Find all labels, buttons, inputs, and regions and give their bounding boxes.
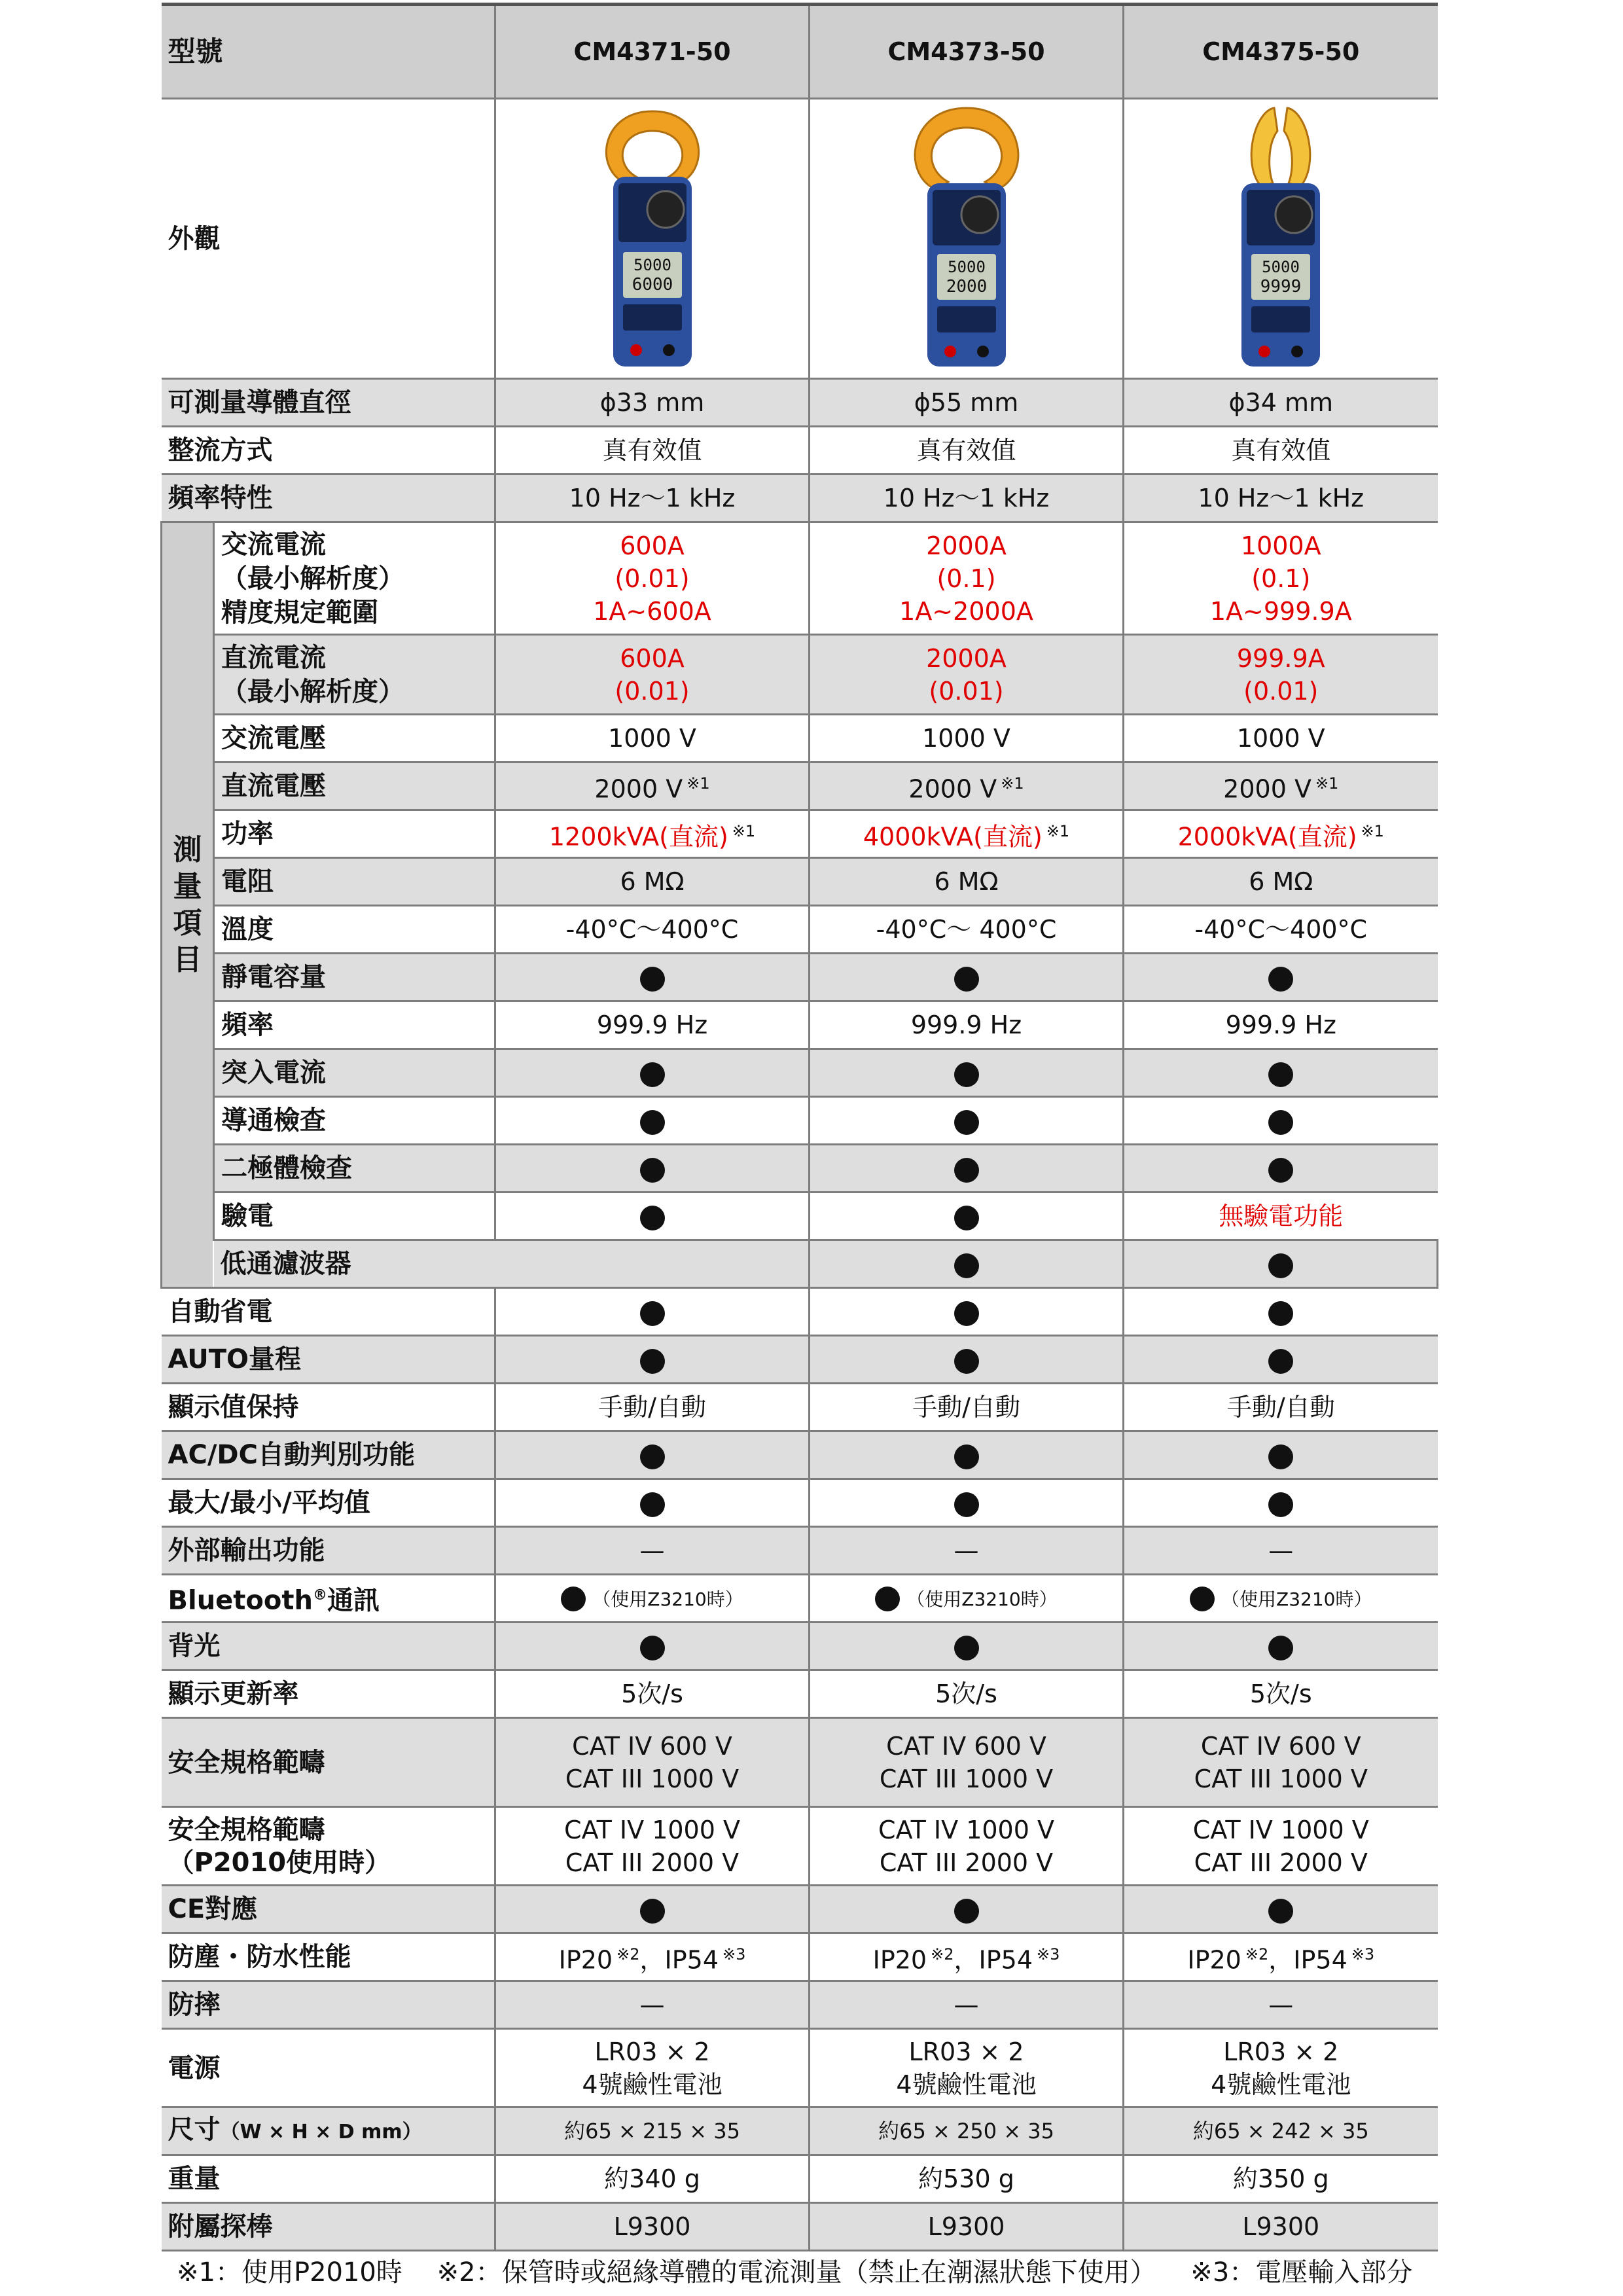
cell-value: — xyxy=(1124,1981,1438,2029)
row-label: 頻率特性 xyxy=(162,475,495,522)
row-label: 電源 xyxy=(162,2029,495,2108)
supported-dot xyxy=(810,1886,1124,1933)
cell-value: 10 Hz〜1 kHz xyxy=(1124,475,1438,522)
cell-value: — xyxy=(1124,1527,1438,1575)
cell-value: 600A (0.01) 1A~600A xyxy=(495,522,810,635)
cell-value: 約350 g xyxy=(1124,2155,1438,2203)
supported-dot xyxy=(1124,1479,1438,1527)
cell-value: LR03 × 2 4號鹼性電池 xyxy=(810,2029,1124,2108)
row-label: 交流電壓 xyxy=(214,715,495,762)
supported-dot xyxy=(495,1049,810,1097)
product-photo-cm4371 xyxy=(495,99,810,379)
row-label: 尺寸（W × H × D mm） xyxy=(162,2108,495,2155)
footnote-2: ※2：保管時或絕緣導體的電流測量（禁止在潮濕狀態下使用） xyxy=(437,2257,1156,2287)
row-label-dc-current: 直流電流 （最小解析度） xyxy=(214,635,495,715)
cell-value: 真有效值 xyxy=(495,427,810,475)
display-top-digits: 5000 xyxy=(633,255,671,274)
row-label: 導通檢查 xyxy=(214,1097,495,1145)
display-top-digits: 5000 xyxy=(1262,257,1300,276)
cell-value: IP20 $^{※2}$，IP54 $^{※3}$ xyxy=(495,1933,810,1981)
supported-dot xyxy=(810,1623,1124,1670)
cell-value: 2000kVA(直流) $^{※1}$ xyxy=(1124,810,1438,858)
supported-dot xyxy=(1124,1049,1438,1097)
cell-value: LR03 × 2 4號鹼性電池 xyxy=(495,2029,810,2108)
row-label: 突入電流 xyxy=(214,1049,495,1097)
cell-value: 1000 V xyxy=(495,715,810,762)
display-bottom-digits: 9999 xyxy=(1260,276,1302,296)
supported-dot: （使用Z3210時） xyxy=(495,1575,810,1623)
row-label-bluetooth: Bluetooth®通訊 xyxy=(162,1575,495,1623)
cell-value: 2000A (0.1) 1A~2000A xyxy=(810,522,1124,635)
cell-value: 約340 g xyxy=(495,2155,810,2203)
supported-dot xyxy=(810,1193,1124,1240)
cell-value: CAT IV 1000 V CAT III 2000 V xyxy=(495,1807,810,1886)
supported-dot xyxy=(495,1336,810,1384)
supported-dot xyxy=(495,1193,810,1240)
supported-dot xyxy=(810,1097,1124,1145)
supported-dot xyxy=(1124,1145,1438,1193)
cell-value: 6 MΩ xyxy=(1124,858,1438,906)
clamp-meter-image xyxy=(1215,105,1346,373)
supported-dot xyxy=(495,1479,810,1527)
clamp-meter-image xyxy=(901,105,1032,373)
row-label: AUTO量程 xyxy=(162,1336,495,1384)
cell-value: 手動/自動 xyxy=(1124,1384,1438,1431)
supported-dot xyxy=(810,1479,1124,1527)
cell-value: 5次/s xyxy=(1124,1670,1438,1718)
row-label: 驗電 xyxy=(214,1193,495,1240)
cell-value: ϕ34 mm xyxy=(1124,379,1438,427)
cell-value: 6 MΩ xyxy=(810,858,1124,906)
cell-value: 真有效值 xyxy=(810,427,1124,475)
supported-dot xyxy=(495,1431,810,1479)
supported-dot xyxy=(810,1336,1124,1384)
cell-value: — xyxy=(495,1527,810,1575)
cell-value: IP20 $^{※2}$，IP54 $^{※3}$ xyxy=(1124,1933,1438,1981)
spec-table xyxy=(160,3,1438,2251)
cell-value: ϕ55 mm xyxy=(810,379,1124,427)
row-label: 背光 xyxy=(162,1623,495,1670)
supported-dot xyxy=(810,1145,1124,1193)
supported-dot xyxy=(495,954,810,1001)
cell-value: ϕ33 mm xyxy=(495,379,810,427)
cell-value: 真有效值 xyxy=(1124,427,1438,475)
supported-dot xyxy=(495,1886,810,1933)
cell-value: 6 MΩ xyxy=(495,858,810,906)
row-label: 頻率 xyxy=(214,1001,495,1049)
row-label: 電阻 xyxy=(214,858,495,906)
row-label: CE對應 xyxy=(162,1886,495,1933)
supported-dot xyxy=(1124,1097,1438,1145)
cell-value: CAT IV 600 V CAT III 1000 V xyxy=(495,1718,810,1807)
display-bottom-digits: 6000 xyxy=(632,274,673,295)
cell-value: 約65 × 250 × 35 xyxy=(810,2108,1124,2155)
row-label: 外部輸出功能 xyxy=(162,1527,495,1575)
row-label: 附屬探棒 xyxy=(162,2203,495,2251)
clamp-meter-image xyxy=(587,105,718,373)
footnote-3: ※3：電壓輸入部分 xyxy=(1190,2257,1413,2287)
cell-value: CAT IV 1000 V CAT III 2000 V xyxy=(810,1807,1124,1886)
footnote-1: ※1：使用P2010時 xyxy=(177,2257,402,2287)
header-label: 型號 xyxy=(162,5,495,99)
row-label: 整流方式 xyxy=(162,427,495,475)
supported-dot xyxy=(1124,1623,1438,1670)
cell-value: — xyxy=(810,1981,1124,2029)
row-label-appearance: 外觀 xyxy=(162,99,495,379)
supported-dot xyxy=(810,1431,1124,1479)
row-label: 最大/最小/平均值 xyxy=(162,1479,495,1527)
cell-value: IP20 $^{※2}$，IP54 $^{※3}$ xyxy=(810,1933,1124,1981)
row-label: 顯示更新率 xyxy=(162,1670,495,1718)
cell-value: 999.9 Hz xyxy=(495,1001,810,1049)
cell-value: 2000A (0.01) xyxy=(810,635,1124,715)
cell-value: 約65 × 215 × 35 xyxy=(495,2108,810,2155)
product-photo-cm4373 xyxy=(810,99,1124,379)
cell-value: -40°C〜400°C xyxy=(1124,906,1438,954)
cell-value: 手動/自動 xyxy=(810,1384,1124,1431)
display-top-digits: 5000 xyxy=(947,257,986,276)
row-label: 直流電壓 xyxy=(214,762,495,810)
cell-value: 600A (0.01) xyxy=(495,635,810,715)
supported-dot xyxy=(810,1049,1124,1097)
row-label: 自動省電 xyxy=(162,1288,495,1336)
cell-value: L9300 xyxy=(810,2203,1124,2251)
cell-value: — xyxy=(810,1527,1124,1575)
row-label: 低通濾波器 xyxy=(214,1240,810,1288)
model-name: CM4373-50 xyxy=(810,5,1124,99)
no-function-text: 無驗電功能 xyxy=(1124,1193,1438,1240)
row-label: 可測量導體直徑 xyxy=(162,379,495,427)
cell-value: 5次/s xyxy=(495,1670,810,1718)
cell-value: LR03 × 2 4號鹼性電池 xyxy=(1124,2029,1438,2108)
model-name: CM4371-50 xyxy=(495,5,810,99)
supported-dot xyxy=(1124,954,1438,1001)
cell-value: CAT IV 1000 V CAT III 2000 V xyxy=(1124,1807,1438,1886)
supported-dot xyxy=(1124,1431,1438,1479)
cell-value: 約530 g xyxy=(810,2155,1124,2203)
footnotes xyxy=(177,2251,1438,2289)
row-label: 重量 xyxy=(162,2155,495,2203)
supported-dot xyxy=(810,1288,1124,1336)
cell-value: -40°C〜 400°C xyxy=(810,906,1124,954)
row-label: 顯示值保持 xyxy=(162,1384,495,1431)
supported-dot: （使用Z3210時） xyxy=(1124,1575,1438,1623)
cell-value: 999.9 Hz xyxy=(1124,1001,1438,1049)
cell-value: 1200kVA(直流) $^{※1}$ xyxy=(495,810,810,858)
cell-value: CAT IV 600 V CAT III 1000 V xyxy=(810,1718,1124,1807)
row-label: 安全規格範疇 xyxy=(162,1718,495,1807)
cell-value: L9300 xyxy=(1124,2203,1438,2251)
row-label: 靜電容量 xyxy=(214,954,495,1001)
cell-value: 2000 V $^{※1}$ xyxy=(495,762,810,810)
supported-dot xyxy=(1124,1288,1438,1336)
cell-value: — xyxy=(495,1981,810,2029)
cell-value: 10 Hz〜1 kHz xyxy=(810,475,1124,522)
supported-dot xyxy=(810,954,1124,1001)
cell-value: 999.9A (0.01) xyxy=(1124,635,1438,715)
cell-value: 1000 V xyxy=(1124,715,1438,762)
cell-value: 2000 V $^{※1}$ xyxy=(1124,762,1438,810)
supported-dot xyxy=(1124,1336,1438,1384)
cell-value: 4000kVA(直流) $^{※1}$ xyxy=(810,810,1124,858)
measurement-group-label: 測 量 項 目 xyxy=(162,522,214,1288)
cell-value: 10 Hz〜1 kHz xyxy=(495,475,810,522)
cell-value: L9300 xyxy=(495,2203,810,2251)
cell-value: 2000 V $^{※1}$ xyxy=(810,762,1124,810)
supported-dot xyxy=(495,1145,810,1193)
cell-value: -40°C〜400°C xyxy=(495,906,810,954)
cell-value: 5次/s xyxy=(810,1670,1124,1718)
supported-dot xyxy=(495,1097,810,1145)
row-label: 二極體檢查 xyxy=(214,1145,495,1193)
row-label: 安全規格範疇 （P2010使用時） xyxy=(162,1807,495,1886)
row-label: 溫度 xyxy=(214,906,495,954)
cell-value: 1000A (0.1) 1A~999.9A xyxy=(1124,522,1438,635)
supported-dot xyxy=(495,1623,810,1670)
cell-value: CAT IV 600 V CAT III 1000 V xyxy=(1124,1718,1438,1807)
supported-dot xyxy=(495,1288,810,1336)
supported-dot xyxy=(810,1240,1124,1288)
supported-dot: （使用Z3210時） xyxy=(810,1575,1124,1623)
row-label-ac-current: 交流電流 （最小解析度） 精度規定範圍 xyxy=(214,522,495,635)
cell-value: 約65 × 242 × 35 xyxy=(1124,2108,1438,2155)
cell-value: 999.9 Hz xyxy=(810,1001,1124,1049)
model-name: CM4375-50 xyxy=(1124,5,1438,99)
row-label: 功率 xyxy=(214,810,495,858)
cell-value: 1000 V xyxy=(810,715,1124,762)
row-label: AC/DC自動判別功能 xyxy=(162,1431,495,1479)
supported-dot xyxy=(1124,1886,1438,1933)
row-label: 防摔 xyxy=(162,1981,495,2029)
product-photo-cm4375 xyxy=(1124,99,1438,379)
row-label: 防塵・防水性能 xyxy=(162,1933,495,1981)
supported-dot xyxy=(1124,1240,1438,1288)
display-bottom-digits: 2000 xyxy=(946,276,987,296)
cell-value: 手動/自動 xyxy=(495,1384,810,1431)
